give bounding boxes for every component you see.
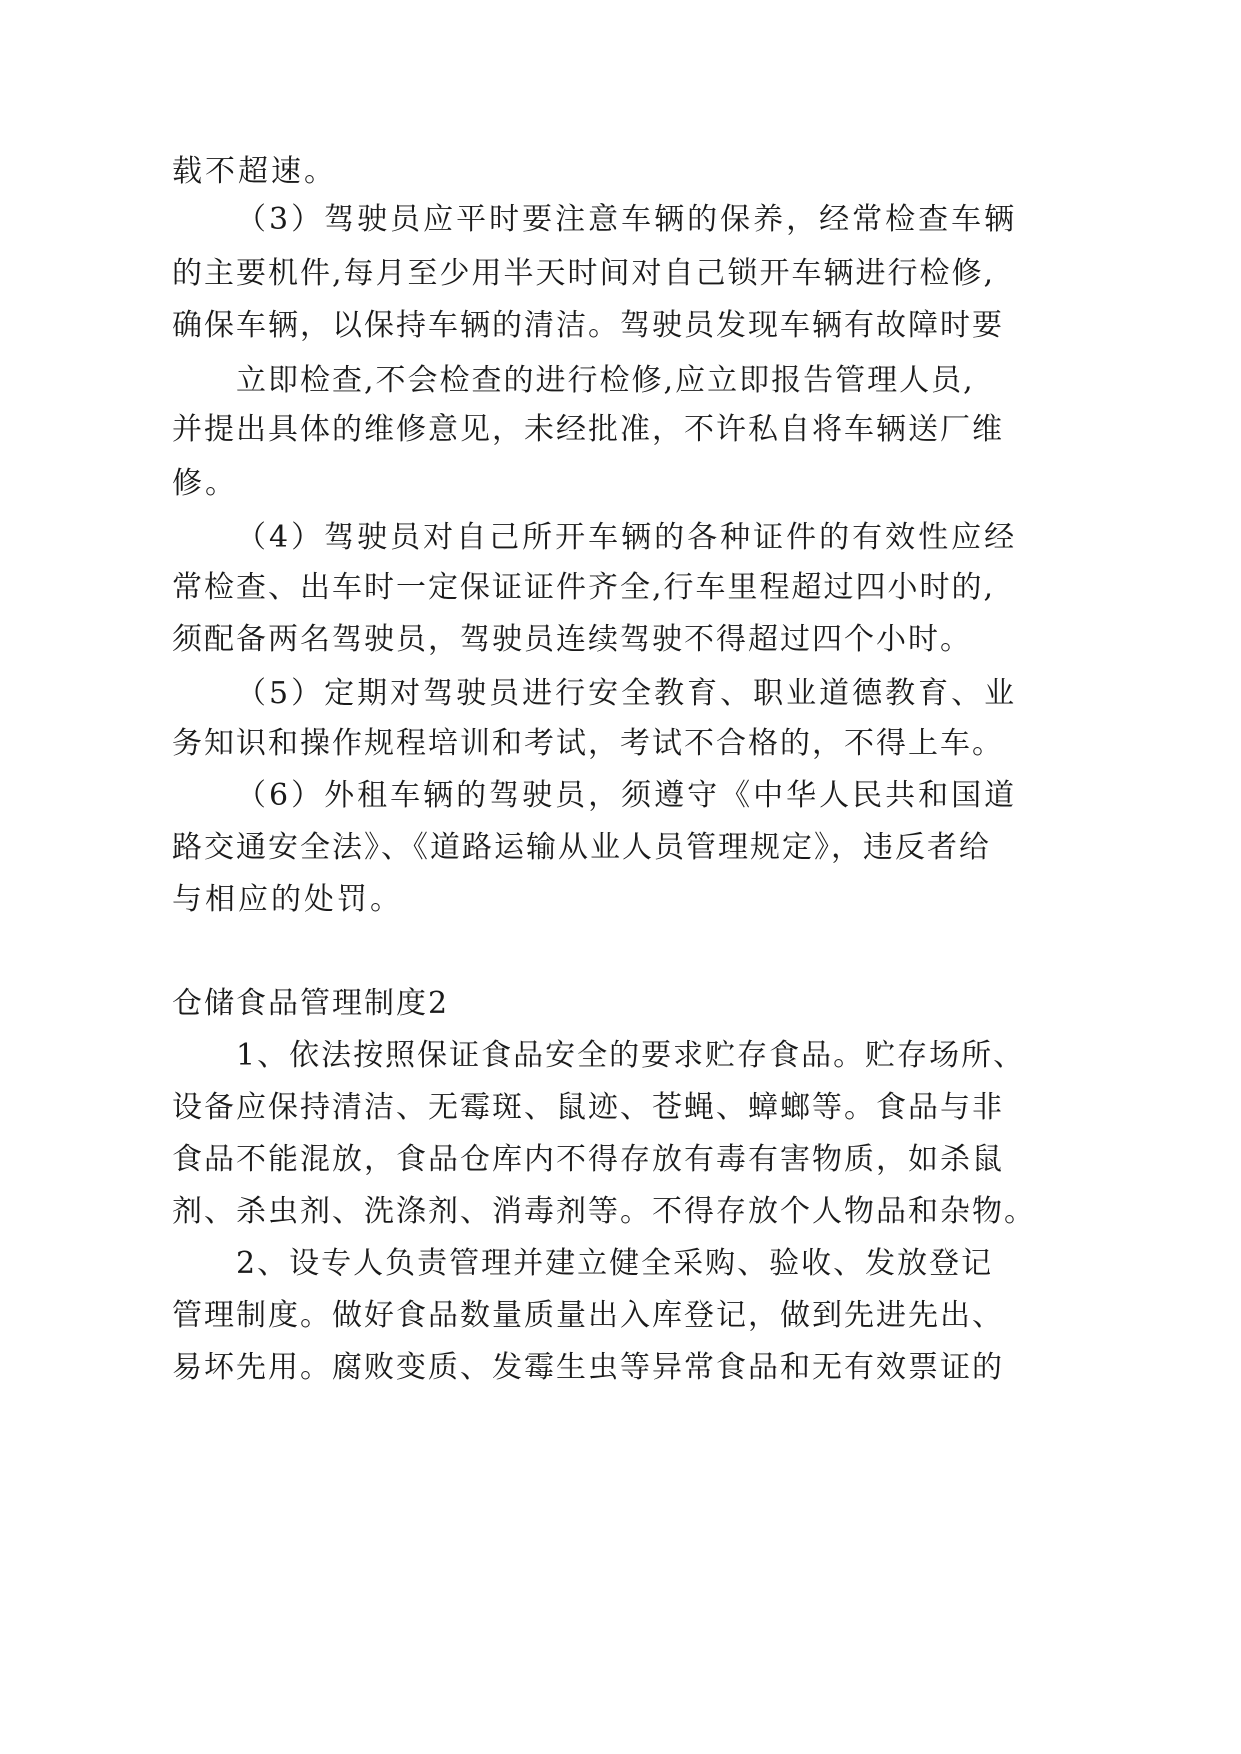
text-line: 的主要机件,每月至少用半天时间对自己锁开车辆进行检修, (172, 256, 996, 291)
text-line: 路交通安全法》、《道路运输从业人员管理规定》，违反者给 (172, 830, 991, 865)
section-heading: 仓储食品管理制度2 (172, 986, 450, 1021)
text-line: 设备应保持清洁、无霉斑、鼠迹、苍蝇、蟑螂等。食品与非 (172, 1090, 1004, 1125)
text-line: （4）驾驶员对自己所开车辆的各种证件的有效性应经 (236, 520, 1018, 555)
text-line: 1、依法按照保证食品安全的要求贮存食品。贮存场所、 (236, 1038, 1026, 1073)
text-line: 载不超速。 (172, 154, 337, 189)
text-line: （6）外租车辆的驾驶员，须遵守《中华人民共和国道 (236, 778, 1018, 813)
text-line: 务知识和操作规程培训和考试，考试不合格的，不得上车。 (172, 726, 1004, 761)
text-line: （5）定期对驾驶员进行安全教育、职业道德教育、业 (236, 676, 1018, 711)
text-line: （3）驾驶员应平时要注意车辆的保养，经常检查车辆 (236, 202, 1018, 237)
text-line: 须配备两名驾驶员，驾驶员连续驾驶不得超过四个小时。 (172, 622, 972, 657)
text-line: 2、设专人负责管理并建立健全采购、验收、发放登记 (236, 1246, 994, 1281)
text-line: 剂、杀虫剂、洗涤剂、消毒剂等。不得存放个人物品和杂物。 (172, 1194, 1036, 1229)
text-line: 食品不能混放，食品仓库内不得存放有毒有害物质，如杀鼠 (172, 1142, 1004, 1177)
text-line: 与相应的处罚。 (172, 882, 403, 917)
text-line: 立即检查,不会检查的进行检修,应立即报告管理人员, (236, 363, 975, 398)
text-line: 确保车辆，以保持车辆的清洁。驾驶员发现车辆有故障时要 (172, 308, 1004, 343)
text-line: 常检查、出车时一定保证证件齐全,行车里程超过四小时的, (172, 570, 996, 605)
text-line: 管理制度。做好食品数量质量出入库登记，做到先进先出、 (172, 1298, 1004, 1333)
text-line: 修。 (172, 466, 238, 501)
text-line: 易坏先用。腐败变质、发霉生虫等异常食品和无有效票证的 (172, 1350, 1004, 1385)
text-line: 并提出具体的维修意见，未经批准，不许私自将车辆送厂维 (172, 412, 1004, 447)
